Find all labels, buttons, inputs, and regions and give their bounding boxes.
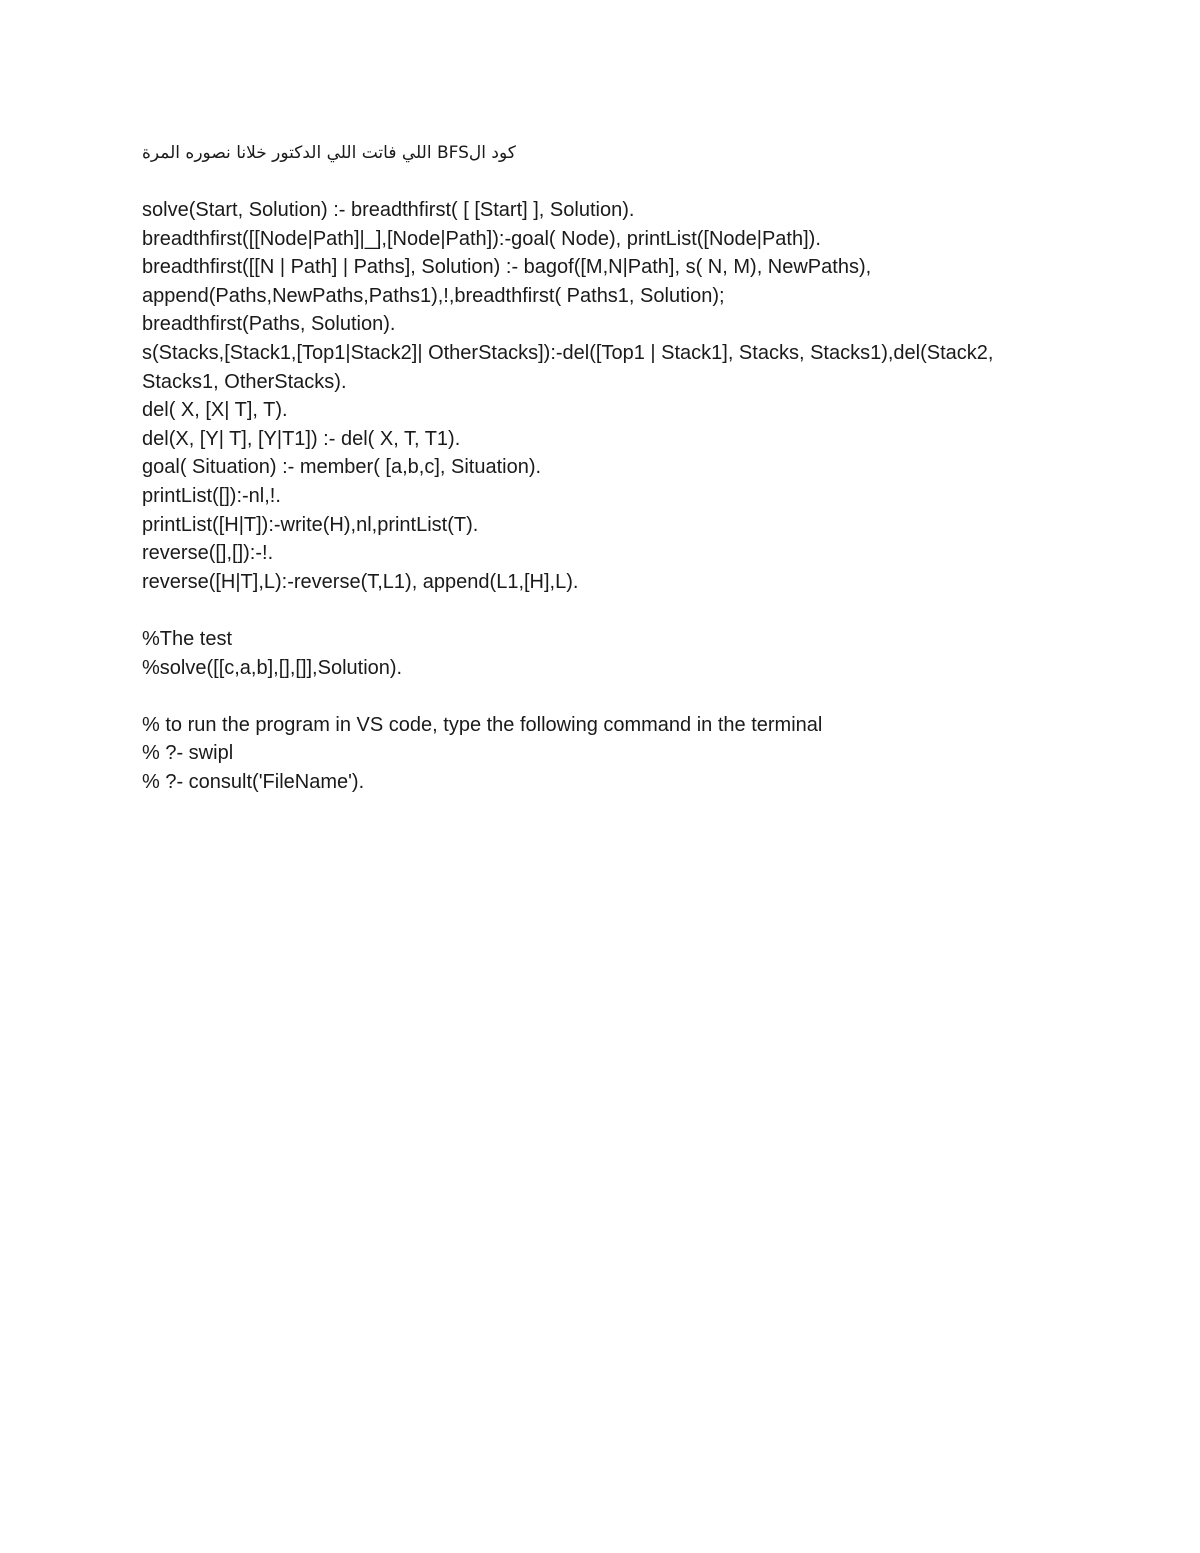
document-body — [142, 138, 1082, 796]
heading-row — [142, 138, 1082, 167]
code-line: printList([]):-nl,!. — [142, 484, 281, 507]
document-heading: كود الBFS اللي فاتت اللي الدكتور خلانا نصوره المرة — [142, 143, 516, 163]
code-line: Stacks1, OtherStacks). — [142, 370, 347, 393]
run-comment: % ?- consult('FileName'). — [142, 770, 365, 793]
test-query: %solve([[c,a,b],[],[]],Solution). — [142, 656, 403, 679]
code-line: append(Paths,NewPaths,Paths1),!,breadthfirst( Paths1, Solution); — [142, 284, 725, 307]
code-line: printList([H|T]):-write(H),nl,printList(T). — [142, 513, 479, 536]
code-line: breadthfirst(Paths, Solution). — [142, 313, 396, 336]
code-block — [142, 196, 1082, 596]
test-comment: %The test — [142, 627, 233, 650]
code-line: reverse([],[]):-!. — [142, 542, 274, 565]
code-line: breadthfirst([[Node|Path]|_],[Node|Path]):-goal( Node), printList([Node|Path]). — [142, 227, 821, 250]
code-line: s(Stacks,[Stack1,[Top1|Stack2]| OtherStacks]):-del([Top1 | Stack1], Stacks, Stacks1),del(Stack2, — [142, 341, 994, 364]
code-line: del( X, [X| T], T). — [142, 399, 288, 422]
run-comment: % to run the program in VS code, type the following command in the terminal — [142, 713, 823, 736]
code-line: del(X, [Y| T], [Y|T1]) :- del( X, T, T1). — [142, 427, 461, 450]
code-line: reverse([H|T],L):-reverse(T,L1), append(L1,[H],L). — [142, 570, 579, 593]
blank-line — [142, 596, 1082, 625]
run-instructions — [142, 711, 1082, 797]
code-line: breadthfirst([[N | Path] | Paths], Solution) :- bagof([M,N|Path], s( N, M), NewPaths), — [142, 256, 872, 279]
code-line: goal( Situation) :- member( [a,b,c], Situation). — [142, 456, 542, 479]
run-comment: % ?- swipl — [142, 742, 234, 765]
blank-line — [142, 682, 1082, 711]
test-section — [142, 625, 1082, 682]
code-line: solve(Start, Solution) :- breadthfirst( [ [Start] ], Solution). — [142, 199, 635, 221]
